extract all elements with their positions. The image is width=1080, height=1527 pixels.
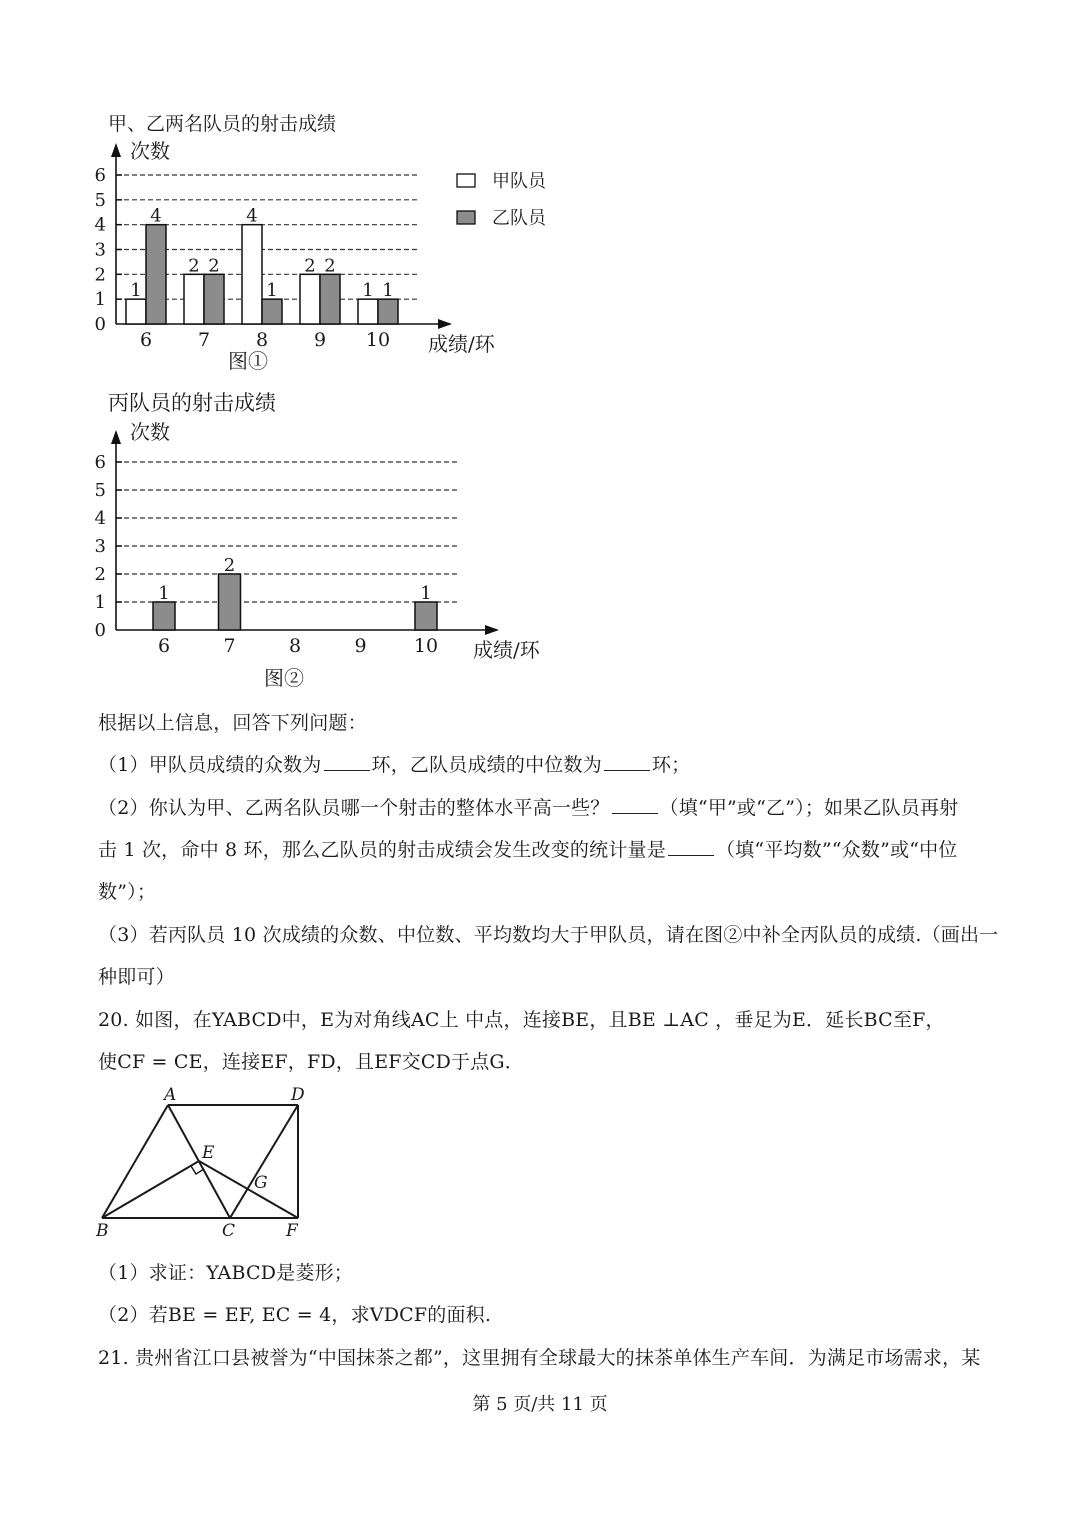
label-d: D <box>291 1085 305 1105</box>
x-axis-label: 成绩/环 <box>428 332 495 356</box>
y-tick-label: 2 <box>94 564 106 585</box>
y-tick-label: 6 <box>94 165 106 186</box>
seg-be <box>102 1161 199 1218</box>
y-tick-label: 0 <box>94 620 106 641</box>
bar <box>415 602 437 630</box>
chart-bing <box>0 385 620 695</box>
legend-label: 乙队员 <box>492 208 546 229</box>
q2-part-b: （填“甲”或“乙”）；如果乙队员再射 <box>659 797 959 819</box>
x-tick-label: 9 <box>354 635 367 657</box>
bar-value-label: 1 <box>382 280 394 302</box>
label-f: F <box>286 1221 298 1240</box>
x-tick-label: 7 <box>197 329 211 351</box>
q2-line-1 <box>98 793 998 820</box>
x-tick-label: 8 <box>288 635 302 657</box>
q2-blank-2[interactable] <box>668 841 714 856</box>
p20-line-2: 使CF = CE，连接EF，FD，且EF交CD于点G． <box>98 1051 524 1073</box>
x-tick-label: 6 <box>139 329 153 351</box>
bar-value-label: 2 <box>324 255 336 277</box>
p21-line-1: 21. 贵州省江口县被誉为“中国抹茶之都”，这里拥有全球最大的抹茶单体生产车间．为满足市场需求，某 <box>98 1347 981 1369</box>
bar <box>262 299 282 324</box>
y-tick-label: 5 <box>94 480 106 501</box>
x-tick-label: 9 <box>313 329 327 351</box>
q2-part-a: （2）你认为甲、乙两名队员哪一个射击的整体水平高一些？ <box>98 797 610 819</box>
y-axis-label: 次数 <box>130 139 170 163</box>
bar <box>378 299 398 324</box>
bar <box>146 225 166 324</box>
bar <box>320 274 340 324</box>
geometry-figure <box>90 1080 330 1240</box>
legend-swatch <box>457 211 475 224</box>
chart-caption: 图① <box>228 349 268 373</box>
y-tick-label: 0 <box>94 314 106 335</box>
page-footer: 第 5 页/共 11 页 <box>472 1394 608 1415</box>
q2-part-c: 击 1 次，命中 8 环，那么乙队员的射击成绩会发生改变的统计量是 <box>98 839 666 861</box>
bar-value-label: 1 <box>130 280 142 302</box>
y-tick-label: 3 <box>94 239 106 261</box>
label-c: C <box>222 1221 236 1240</box>
bar <box>300 274 320 324</box>
q1-blank-2[interactable] <box>604 756 650 771</box>
bar-value-label: 2 <box>223 555 236 576</box>
chart-title: 丙队员的射击成绩 <box>108 391 276 415</box>
y-tick-label: 4 <box>94 508 106 529</box>
chart-jia-yi <box>0 100 620 390</box>
y-tick-label: 1 <box>94 289 106 311</box>
x-tick-label: 10 <box>365 329 391 351</box>
bar <box>204 274 224 324</box>
bar <box>358 299 378 324</box>
y-axis-label: 次数 <box>130 420 170 444</box>
q2-line-3: 数”）； <box>98 881 157 903</box>
legend-swatch <box>457 174 475 187</box>
intro-text: 根据以上信息，回答下列问题： <box>98 712 367 734</box>
bar-value-label: 4 <box>246 205 258 227</box>
p20-line-1: 20. 如图，在YABCD中，E为对角线AC上 中点，连接BE，且BE ⊥AC ，垂足为E．延长BC至F， <box>98 1009 945 1031</box>
y-tick-label: 6 <box>94 452 106 473</box>
y-tick-label: 3 <box>94 536 106 557</box>
bar-value-label: 4 <box>150 205 162 227</box>
x-axis-label: 成绩/环 <box>473 638 540 662</box>
seg-ab <box>102 1105 168 1218</box>
bar-value-label: 2 <box>304 255 316 277</box>
y-tick-label: 4 <box>94 214 106 236</box>
bar-value-label: 2 <box>188 255 200 277</box>
q1-part-b: 环，乙队员成绩的中位数为 <box>371 754 602 776</box>
q1-blank-1[interactable] <box>324 756 370 771</box>
seg-cd <box>230 1105 298 1218</box>
y-tick-label: 5 <box>94 189 106 211</box>
q1-part-a: （1）甲队员成绩的众数为 <box>98 754 322 776</box>
x-axis-arrow <box>485 625 499 635</box>
p20-sub-2: （2）若BE = EF, EC = 4，求VDCF的面积. <box>98 1304 492 1326</box>
bar-value-label: 1 <box>420 583 432 604</box>
q3-line-2: 种即可） <box>98 966 175 988</box>
label-g: G <box>254 1173 268 1193</box>
bar <box>219 574 241 630</box>
bar <box>153 602 175 630</box>
p20-sub-1: （1）求证：YABCD是菱形； <box>98 1262 353 1284</box>
y-axis-arrow <box>111 143 121 157</box>
bar-value-label: 2 <box>208 255 220 277</box>
q3-line-1: （3）若丙队员 10 次成绩的众数、中位数、平均数均大于甲队员，请在图②中补全丙队员的成绩.（画出一 <box>98 924 999 946</box>
bar-value-label: 1 <box>266 280 278 302</box>
x-tick-label: 6 <box>157 635 171 657</box>
q1-part-c: 环； <box>651 754 691 776</box>
bar <box>242 225 262 324</box>
q2-part-d: （填“平均数”“众数”或“中位 <box>715 839 958 861</box>
chart-title: 甲、乙两名队员的射击成绩 <box>108 113 337 135</box>
bar-value-label: 1 <box>158 583 170 604</box>
bar <box>184 274 204 324</box>
q1-line <box>98 750 998 777</box>
x-tick-label: 7 <box>223 635 236 657</box>
x-tick-label: 8 <box>255 329 269 351</box>
x-tick-label: 10 <box>413 635 439 657</box>
bar <box>126 299 146 324</box>
legend-label: 甲队员 <box>492 171 546 192</box>
chart-caption: 图② <box>264 666 304 690</box>
label-e: E <box>202 1143 215 1163</box>
label-b: B <box>96 1221 109 1240</box>
q2-line-2 <box>98 835 998 862</box>
y-axis-arrow <box>111 430 121 444</box>
label-a: A <box>164 1085 177 1105</box>
x-axis-arrow <box>438 319 452 329</box>
y-tick-label: 1 <box>94 592 106 613</box>
bar-value-label: 1 <box>362 280 374 302</box>
y-tick-label: 2 <box>94 264 106 286</box>
q2-blank-1[interactable] <box>612 799 658 814</box>
